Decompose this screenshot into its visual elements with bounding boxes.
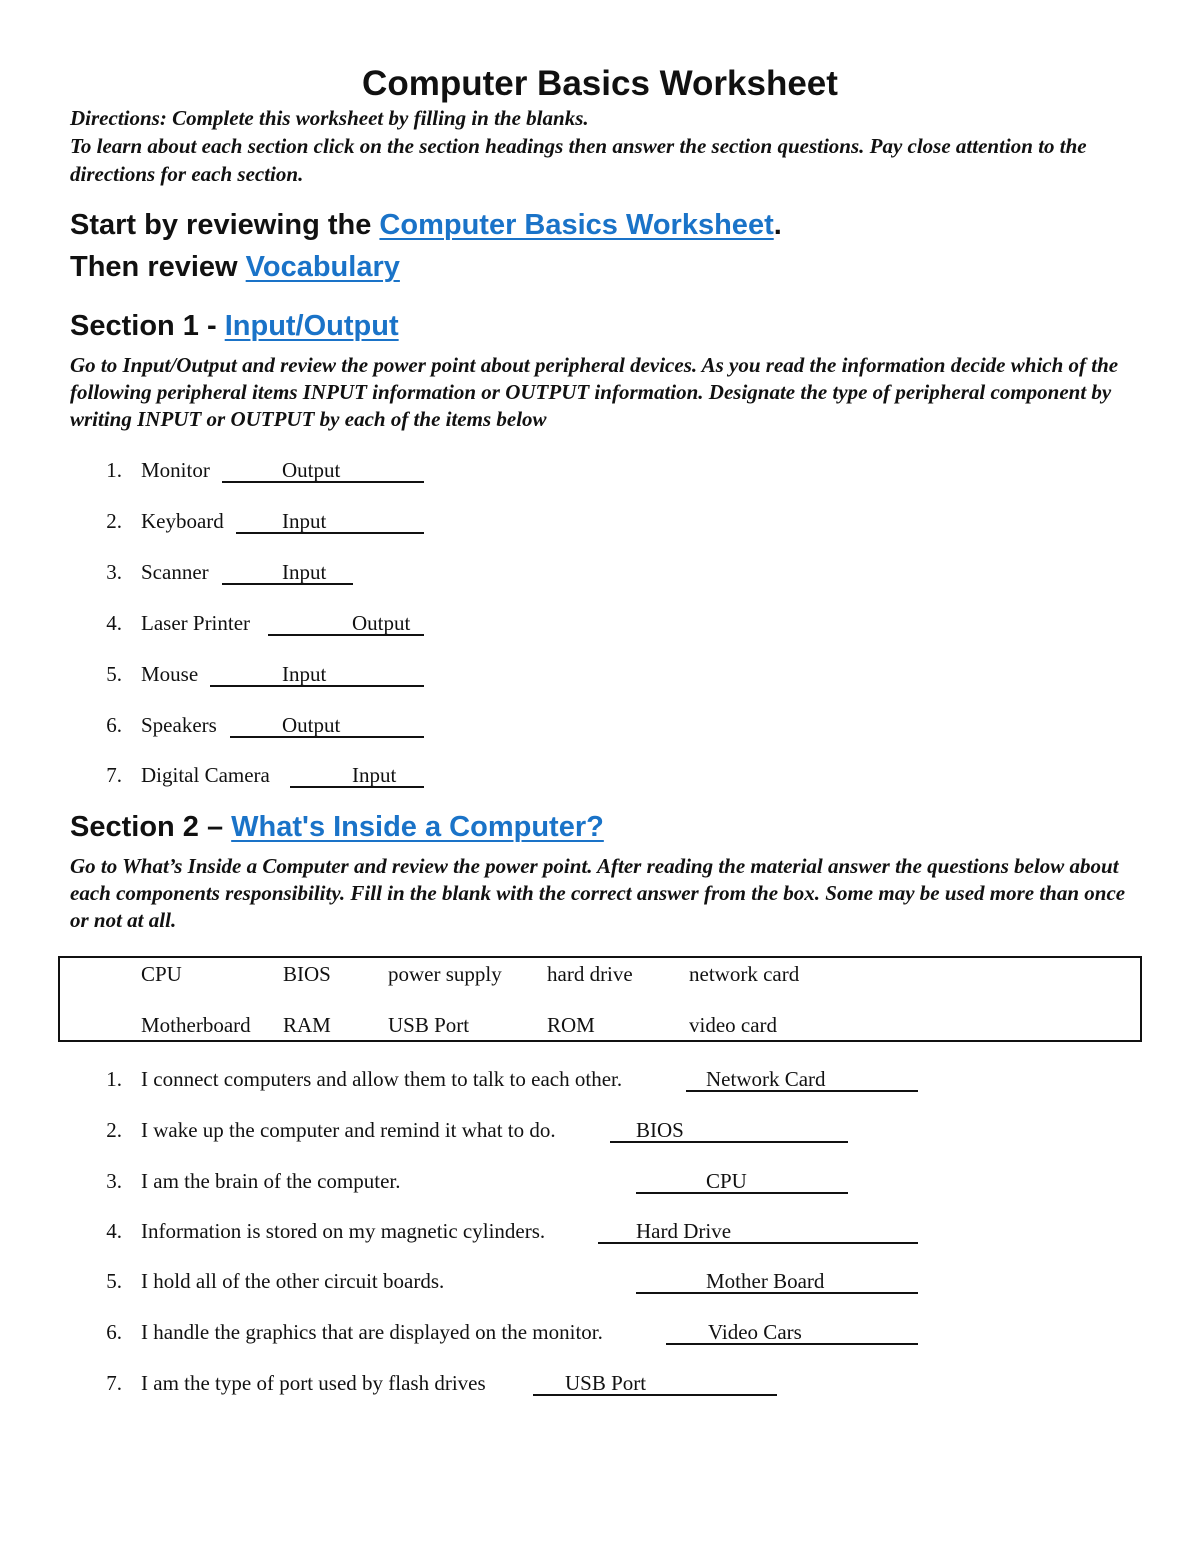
word-bank-term: hard drive: [547, 962, 633, 986]
directions: [70, 104, 1150, 188]
word-bank-term: CPU: [141, 962, 182, 986]
answer-blank[interactable]: [290, 764, 424, 788]
word-bank-term: RAM: [283, 1013, 331, 1037]
question-number: 1.: [106, 1067, 122, 1091]
question-text: I am the brain of the computer.: [141, 1169, 401, 1193]
item-number: 7.: [106, 763, 122, 787]
word-bank-term: USB Port: [388, 1013, 470, 1037]
item-number: 1.: [106, 458, 122, 482]
review-line-1: [70, 209, 782, 242]
item-label: Laser Printer: [141, 611, 251, 635]
question-text: I wake up the computer and remind it what to do.: [141, 1118, 556, 1142]
answer-blank[interactable]: [236, 510, 424, 534]
review-suffix: .: [773, 209, 782, 241]
question-number: 5.: [106, 1269, 122, 1293]
question-number: 2.: [106, 1118, 122, 1142]
answer-blank[interactable]: [222, 561, 353, 585]
input-output-link[interactable]: Input/Output: [224, 310, 399, 342]
word-bank-term: Motherboard: [141, 1013, 251, 1037]
answer-value: Input: [282, 662, 327, 686]
answer-blank[interactable]: [222, 459, 424, 483]
section-2-prefix: Section 2 –: [70, 811, 232, 843]
directions-line-2: To learn about each section click on the section headings then answer the section questions. Pay close attention to the directions for each section.: [70, 134, 1087, 186]
whats-inside-link[interactable]: What's Inside a Computer?: [231, 811, 604, 843]
item-label: Monitor: [141, 458, 210, 482]
question-number: 6.: [106, 1320, 122, 1344]
item-label: Speakers: [141, 713, 217, 737]
section-1-directions: Go to Input/Output and review the power point about peripheral devices. As you read the information decide which of the following peripheral items INPUT information or OUTPUT information. Designate the type of peripheral component by writing INPUT or OUTPUT by each of the items below: [70, 353, 1119, 431]
answer-blank[interactable]: [636, 1270, 918, 1294]
answer-blank[interactable]: [666, 1321, 918, 1345]
question-number: 7.: [106, 1371, 122, 1395]
answer-blank[interactable]: [598, 1220, 918, 1244]
word-bank-term: power supply: [388, 962, 502, 986]
answer-value: Hard Drive: [636, 1219, 732, 1243]
answer-blank[interactable]: [230, 714, 424, 738]
section-1-heading: [70, 310, 399, 343]
word-bank-term: network card: [689, 962, 800, 986]
item-number: 4.: [106, 611, 122, 635]
answer-value: Network Card: [706, 1067, 826, 1091]
item-label: Scanner: [141, 560, 209, 584]
section-1-prefix: Section 1 -: [70, 310, 225, 342]
question-text: Information is stored on my magnetic cylinders.: [141, 1219, 546, 1243]
answer-value: Output: [282, 713, 341, 737]
section-2-directions: Go to What’s Inside a Computer and review the power point. After reading the material answer the questions below about each components responsibility. Fill in the blank with the correct answer from the box. Some may be used more than once or not at all.: [70, 854, 1126, 932]
question-text: I handle the graphics that are displayed on the monitor.: [141, 1320, 603, 1344]
answer-value: Input: [282, 560, 327, 584]
question-number: 4.: [106, 1219, 122, 1243]
answer-blank[interactable]: [533, 1372, 777, 1396]
answer-blank[interactable]: [686, 1068, 918, 1092]
answer-value: CPU: [706, 1169, 747, 1193]
item-number: 3.: [106, 560, 122, 584]
item-number: 2.: [106, 509, 122, 533]
answer-value: Input: [352, 763, 397, 787]
item-number: 5.: [106, 662, 122, 686]
item-number: 6.: [106, 713, 122, 737]
vocabulary-link[interactable]: Vocabulary: [245, 251, 400, 283]
question-text: I connect computers and allow them to talk to each other.: [141, 1067, 623, 1091]
item-label: Keyboard: [141, 509, 224, 533]
question-text: I hold all of the other circuit boards.: [141, 1269, 445, 1293]
item-label: Mouse: [141, 662, 199, 686]
word-bank-term: ROM: [547, 1013, 595, 1037]
directions-line-1: Directions: Complete this worksheet by filling in the blanks.: [70, 106, 589, 130]
answer-value: BIOS: [636, 1118, 684, 1142]
answer-value: Input: [282, 509, 327, 533]
word-bank-term: BIOS: [283, 962, 331, 986]
answer-value: USB Port: [565, 1371, 647, 1395]
question-number: 3.: [106, 1169, 122, 1193]
review-prefix-2: Then review: [70, 251, 246, 283]
word-bank-term: video card: [689, 1013, 778, 1037]
computer-basics-link[interactable]: Computer Basics Worksheet: [379, 209, 774, 241]
answer-blank[interactable]: [268, 612, 424, 636]
answer-blank[interactable]: [610, 1119, 848, 1143]
review-line-2: [70, 251, 400, 284]
answer-value: Mother Board: [706, 1269, 825, 1293]
answer-blank[interactable]: [636, 1170, 848, 1194]
page-title: Computer Basics Worksheet: [362, 64, 838, 103]
item-label: Digital Camera: [141, 763, 270, 787]
section-2-heading: [70, 811, 604, 844]
answer-value: Output: [282, 458, 341, 482]
question-text: I am the type of port used by flash drives: [141, 1371, 486, 1395]
answer-value: Output: [352, 611, 411, 635]
review-prefix: Start by reviewing the: [70, 209, 380, 241]
answer-blank[interactable]: [210, 663, 424, 687]
answer-value: Video Cars: [708, 1320, 802, 1344]
